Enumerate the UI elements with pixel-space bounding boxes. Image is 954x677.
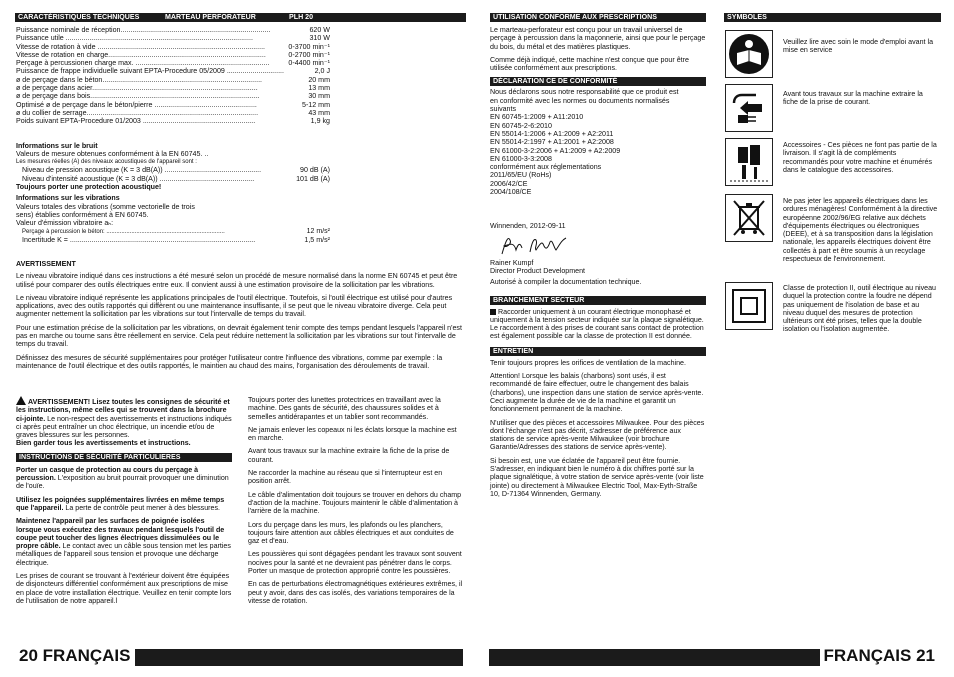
- page-number-right: FRANÇAIS 21: [820, 646, 940, 666]
- specs-table: [16, 26, 330, 244]
- conformite-title-bar: DÉCLARATION CE DE CONFORMITÉ: [490, 77, 706, 86]
- specs-model: PLH 20: [289, 13, 314, 21]
- noise-sub: Les mesures réelles (A) des niveaux acoustiques de l'appareil sont :: [16, 159, 197, 166]
- entretien-paragraph: Attention! Lorsque les balais (charbons) sont usés, il est recommandé de faire effectuer, outre le changement des balais (charbons), une inspection dans une station de service après-vente. Ceci augmente la durée de vie de la machine et garantit un fonctionnement permanent de la machine.: [490, 372, 704, 414]
- safety2-paragraph: Lors du perçage dans les murs, les plafonds ou les planchers, toujours faire attention aux câbles électriques et aux conduites de gaz et d'eau.: [248, 520, 454, 546]
- page-number-left: 20 FRANÇAIS: [15, 646, 135, 666]
- noise-title: Informations sur le bruit: [16, 141, 98, 150]
- noise-row: Niveau d'intensité acoustique (K = 3 dB(A)) ................................................ 101 dB (A): [22, 174, 330, 183]
- entretien-paragraph: Si besoin est, une vue éclatée de l'appareil peut être fournie. S'adresser, en indiquant bien le numéro à dix chiffres porté sur la plaque signalétique, à votre station de service après-vente (voir liste jointe) ou directement à Milwaukee Electric Tool, Max-Eyth-Straße 10, D-71364 Winnenden, Germany.: [490, 456, 704, 498]
- safety2-paragraph: Le câble d'alimentation doit toujours se trouver en dehors du champ d'action de la machine. Toujours maintenir le câble d'alimentation à l'arrière de la machine.: [248, 490, 462, 516]
- read-manual-icon: [725, 30, 773, 78]
- symbol-text: Accessoires - Ces pièces ne font pas partie de la livraison. Il s'agit là de compléments recommandés pour votre machine et énumérés dans le catalogue des accessoires.: [783, 141, 937, 174]
- symbol-text: Ne pas jeter les appareils électriques dans les ordures ménagères! Conformément à la directive européenne 2002/96/EG relative aux déchets d'équipements électriques ou électroniques (DEEE), et à sa transposition dans la législation nationale, les appareils électriques doivent être collectés à part et être soumis à un recyclage respectueux de l'environnement.: [783, 197, 938, 264]
- safety2-paragraph: Ne raccorder la machine au réseau que si l'interrupteur est en position arrêt.: [248, 469, 443, 486]
- conformite-line: 2006/42/CE: [490, 179, 528, 188]
- spec-row: ø de perçage dans bois...................................................................................... 30 mm: [16, 92, 330, 101]
- avertissement-paragraph: Le niveau vibratoire indiqué représente les applications principales de l'outil électrique. Toutefois, si l'outil électrique est utilisé pour d'autres applications, avec des outils rapportés qui diffèrent ou une maintenance insuffisante, il se peut que le niveau vibratoire diverge. Cela peut augmenter nettement la sollicitation par les vibrations sur tout l'intervalle de temps du travail.: [16, 293, 453, 319]
- symbol-text: Veuillez lire avec soin le mode d'emploi avant la mise en service: [783, 38, 934, 55]
- footer-language-left: FRANÇAIS: [42, 646, 131, 665]
- entretien-paragraph: N'utiliser que des pièces et accessoires Milwaukee. Pour des pièces dont l'échange n'est pas décrit, s'adresser de préférence aux stations de service après-vente Milwaukee (voir brochure Garantie/Adresses des stations de service après-vente).: [490, 418, 705, 452]
- conformite-line: en conformité avec les normes ou documents normalisés: [490, 96, 670, 105]
- utilisation-title-bar: UTILISATION CONFORME AUX PRESCRIPTIONS: [490, 13, 706, 22]
- safety-title-bar: INSTRUCTIONS DE SÉCURITÉ PARTICULIERES: [16, 453, 232, 462]
- spec-row: ø de perçage dans acier.................................................................................... 13 mm: [16, 84, 330, 93]
- spec-row: Perçage à percussionen charge max. .................................................................... 0-4400 min⁻¹: [16, 59, 330, 68]
- vib-title: Informations sur les vibrations: [16, 194, 120, 203]
- class-ii-small-icon: [490, 309, 496, 315]
- conformite-line: conformément aux réglementations: [490, 163, 602, 172]
- right-column-a: [490, 13, 706, 503]
- accessories-icon: [725, 138, 773, 186]
- safety2-paragraph: Les poussières qui sont dégagées pendant les travaux sont souvent nocives pour la santé et ne devraient pas pénétrer dans le corps. Porter un masque de protection approprié contre les poussières.: [248, 550, 462, 576]
- noise-row: Niveau de pression acoustique (K = 3 dB(A)) ................................................. 90 dB (A): [22, 166, 330, 175]
- safety-paragraph: Maintenez l'appareil par les surfaces de poignée isolées lorsque vous exécutez des travaux pendant lesquels l'outil de coupe peut toucher des lignes électriques dissimulées ou le propre câble. Le contact avec un câble sous tension met les parties métalliques de l'appareil sous tension et provoque une décharge électrique.: [16, 517, 231, 567]
- general-warning: AVERTISSEMENT! Lisez toutes les consignes de sécurité et les instructions, même celles qui se trouvent dans la brochure ci-jointe. Le non-respect des avertissements et instructions indiqués ci après peut entraîner un choc électrique, un incendie et/ou de graves blessures sur les personnes.: [16, 398, 232, 440]
- specs-header-bar: [15, 13, 466, 22]
- spec-row: Puissance utile ............................................................................................... 310 W: [16, 34, 330, 43]
- conformite-line: EN 61000-3-3:2008: [490, 154, 552, 163]
- entretien-title-bar: ENTRETIEN: [490, 347, 706, 356]
- conformite-line: suivants: [490, 105, 517, 114]
- spec-row: Vitesse de rotation en charge................................................................................ 0-2700 min⁻¹: [16, 50, 330, 59]
- specs-title: CARACTÉRISTIQUES TECHNIQUES: [18, 13, 140, 21]
- conformite-line: EN 60745-1:2009 + A11:2010: [490, 113, 584, 122]
- specs-product: MARTEAU PERFORATEUR: [165, 13, 256, 21]
- conformite-line: 2004/108/CE: [490, 188, 532, 197]
- vib-row: Incertitude K = .............................................................................................. 1,5 m/s²: [22, 235, 330, 244]
- vib-intro-1: Valeurs totales des vibrations (somme vectorielle de trois: [16, 202, 195, 211]
- class-ii-icon: [725, 282, 773, 330]
- safety2-paragraph: En cas de perturbations électromagnétiques extérieures extrêmes, il peut y avoir, dans des cas isolés, des variations temporaires de la vitesse de rotation.: [248, 580, 463, 605]
- branchement-text: Raccorder uniquement à un courant électrique monophasé et uniquement à la tension secteur indiquée sur la plaque signalétique. Le raccordement à des prises de courant sans contact de protection est également possible car la classe de protection II est donnée.: [490, 307, 704, 341]
- conformite-line: EN 55014-1:2006 + A1:2009 + A2:2011: [490, 129, 614, 138]
- conformite-line: EN 60745-2-6:2010: [490, 121, 552, 130]
- branchement-title-bar: BRANCHEMENT SECTEUR: [490, 296, 706, 305]
- safety2-paragraph: Toujours porter des lunettes protectrices en travaillant avec la machine. Des gants de sécurité, des chaussures solides et à semelles antidérapantes et un tablier sont recommandés.: [248, 396, 441, 421]
- signature: [500, 234, 580, 258]
- authorized-text: Autorisé à compiler la documentation technique.: [490, 278, 642, 287]
- avertissement-paragraph: Le niveau vibratoire indiqué dans ces instructions a été mesuré selon un procédé de mesure normalisé dans la norme EN 60745 et peut être utilisé pour comparer des outils électriques entre eux. Il convient aussi à une estimation provisoire de la sollicitation par les vibrations.: [16, 272, 458, 289]
- keep-instructions: Bien garder tous les avertissements et instructions.: [16, 439, 191, 448]
- entretien-paragraph: Tenir toujours propres les orifices de ventilation de la machine.: [490, 358, 686, 367]
- safety-column-left: [16, 396, 232, 610]
- safety2-paragraph: Ne jamais enlever les copeaux ni les éclats lorsque la machine est en marche.: [248, 425, 457, 443]
- spec-row: Optimisé ø de perçage dans le béton/pierre .................................................... 5-12 mm: [16, 100, 330, 109]
- utilisation-paragraph: Comme déjà indiqué, cette machine n'est conçue que pour être utilisée conformément aux prescriptions.: [490, 55, 689, 73]
- unplug-icon: [725, 84, 773, 132]
- conformite-line: EN 61000-3-2:2006 + A1:2009 + A2:2009: [490, 146, 621, 155]
- safety-paragraph: Utilisez les poignées supplémentaires livrées en même temps que l'appareil. La perte de contrôle peut mener à des blessures.: [16, 495, 225, 512]
- vib-intro-2: sens) établies conformément à EN 60745.: [16, 210, 149, 219]
- spec-row: Vitesse de rotation à vide ..................................................................................... 0-3700 min⁻¹: [16, 42, 330, 51]
- conformite-line: 2011/65/EU (RoHs): [490, 171, 552, 180]
- spec-row: Puissance nominale de réception............................................................................ 620 W: [16, 26, 330, 34]
- conformite-line: Nous déclarons sous notre responsabilité que ce produit est: [490, 88, 679, 97]
- spec-row: Puissance de frappe individuelle suivant EPTA-Procedure 05/2009 ............................. 2,0 J: [16, 67, 330, 76]
- footer-language-right: FRANÇAIS: [823, 646, 912, 665]
- utilisation-paragraph: Le marteau-perforateur est conçu pour un travail universel de perçage à percussion dans la maçonnerie, ainsi que pour le perçage du bois, du métal et des matières plastiques.: [490, 26, 706, 51]
- avertissement-paragraph: Définissez des mesures de sécurité supplémentaires pour protéger l'utilisateur contre l'influence des vibrations, comme par exemple : la maintenance de l'outil électrique et des outils rapportés, le maintien au chaud des mains, l'organisation des déroulements de travail.: [16, 353, 443, 370]
- safety2-paragraph: Avant tous travaux sur la machine extraire la fiche de la prise de courant.: [248, 447, 450, 464]
- safety-column-right: [248, 396, 463, 610]
- safety-paragraph: Porter un casque de protection au cours du perçage à percussion. L'exposition au bruit pourrait provoquer une diminution de l'ouïe.: [16, 465, 229, 491]
- warning-triangle-icon: [16, 396, 26, 405]
- avertissement-paragraph: Pour une estimation précise de la sollicitation par les vibrations, on devrait également tenir compte des temps pendant lesquels l'appareil n'est pas en marche ou tourne sans être réellement en service. Cela peut réduire nettement la sollicitation par les vibrations sur tout l'intervalle de temps du travail.: [16, 323, 462, 349]
- vib-row: Perçage à percussion le béton: ....................................................................... 12 m/s²: [22, 227, 330, 235]
- noise-warning: Toujours porter une protection acoustique!: [16, 183, 162, 192]
- symbol-text: Classe de protection II, outil électrique au niveau duquel la protection contre la foudre ne dépend pas uniquement de l'isolation de base et au niveau duquel des mesures de protection ultérieurs ont été prises, telles que la double isolation ou l'isolation augmentée.: [783, 284, 937, 334]
- signatory-role: Director Product Development: [490, 266, 586, 275]
- conformite-line: EN 55014-2:1997 + A1:2001 + A2:2008: [490, 138, 614, 147]
- spec-row: ø de perçage dans le béton................................................................................. 20 mm: [16, 75, 330, 84]
- spec-row: ø du collier de serrage....................................................................................... 43 mm: [16, 108, 330, 117]
- safety-paragraph: Les prises de courant se trouvant à l'extérieur doivent être équipées de disjoncteurs différentiel conformément aux prescriptions de mise en place de votre installation électrique. Veuillez en tenir compte lors de l'utilisation de notre appareil.l: [16, 572, 232, 605]
- weee-bin-icon: [725, 194, 773, 242]
- symbol-text: Avant tous travaux sur la machine extraire la fiche de la prise de courant.: [783, 90, 923, 107]
- avertissement-section: [16, 260, 463, 375]
- signatory-name: Rainer Kumpf: [490, 258, 534, 267]
- spec-row: Poids suivant EPTA-Procedure 01/2003 ......................................................... 1,9 kg: [16, 117, 330, 126]
- avertissement-title: AVERTISSEMENT: [16, 260, 76, 268]
- place-date: Winnenden, 2012-09-11: [490, 222, 566, 231]
- noise-intro: Valeurs de mesure obtenues conformément à la EN 60745. ..: [16, 149, 209, 158]
- vib-emission: Valeur d'émission vibratoire aₕ:: [16, 219, 114, 228]
- symboles-title-bar: SYMBOLES: [724, 13, 941, 22]
